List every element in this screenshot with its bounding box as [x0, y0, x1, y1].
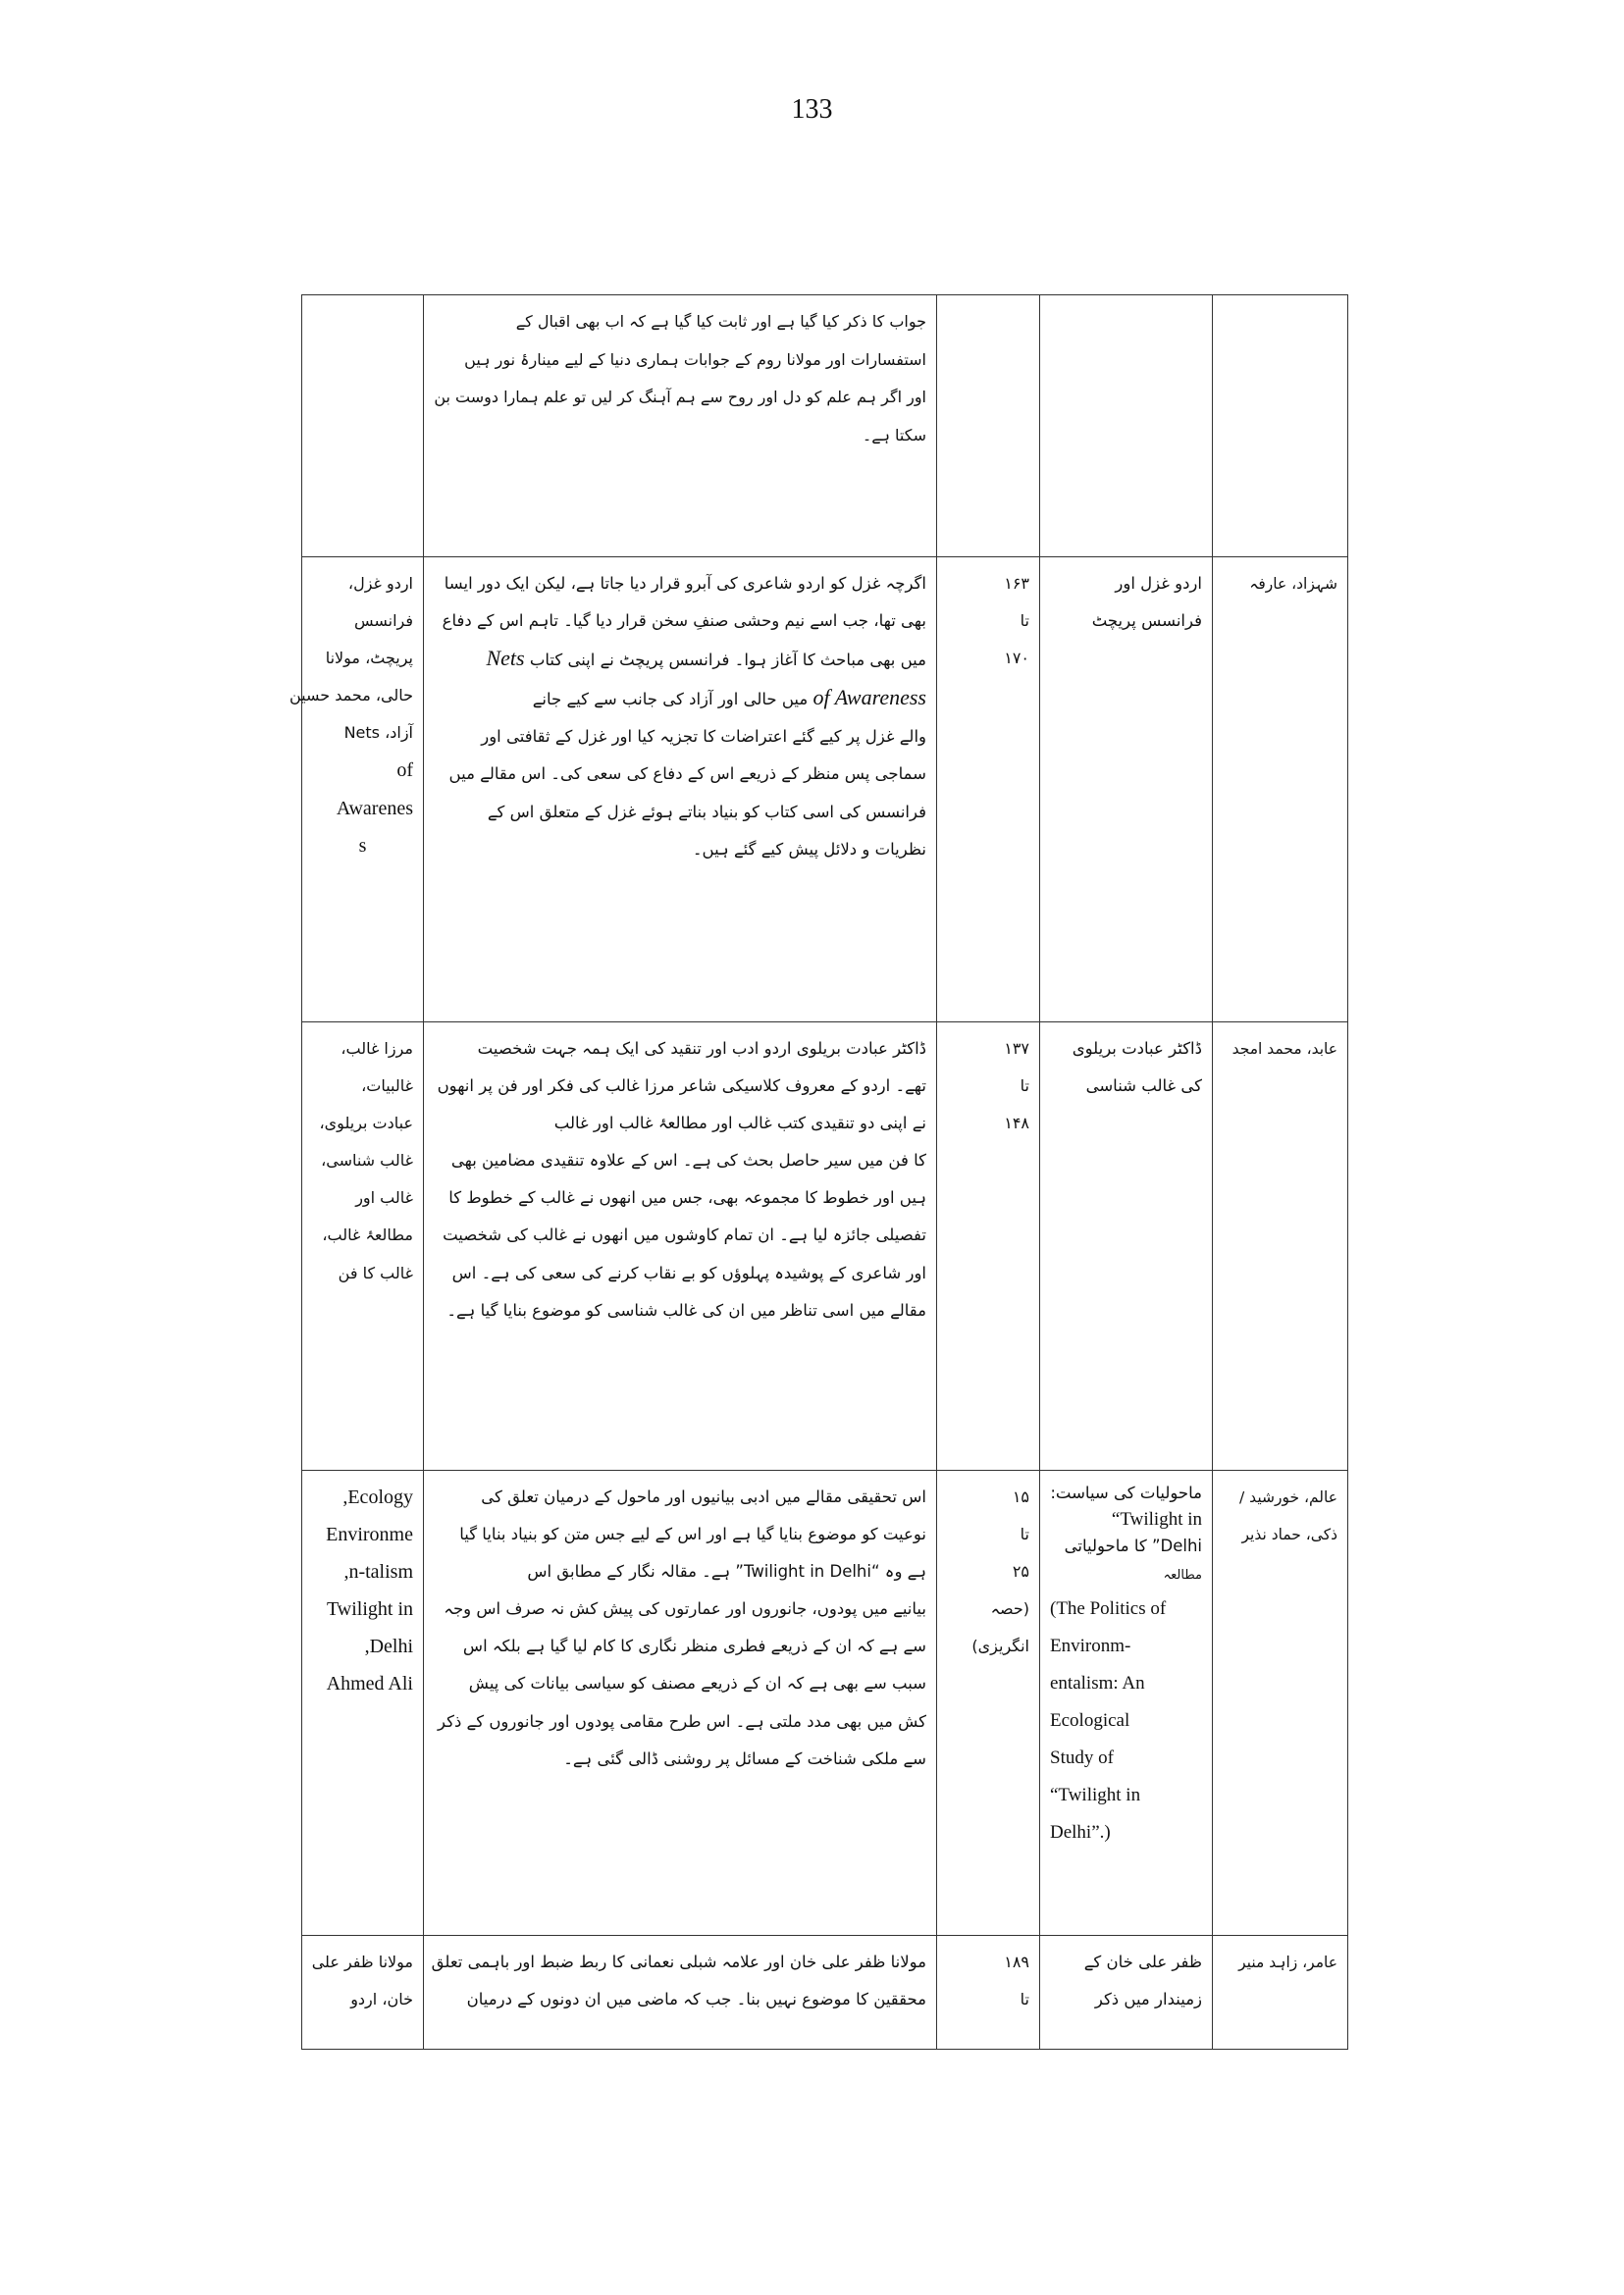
table-row	[302, 295, 1348, 557]
author-cell	[1213, 295, 1348, 557]
title-en-line: Ecological	[1050, 1710, 1130, 1731]
pages-cell	[937, 1936, 1040, 2050]
pages-line: ۱۶۳	[1004, 574, 1029, 593]
keyword-line: اردو غزل،	[347, 574, 413, 593]
author-cell: شہزاد، عارفہ	[1213, 557, 1348, 1022]
title-en-line: (The Politics of	[1050, 1598, 1167, 1619]
abstract-line: اور اگر ہم علم کو دل اور روح سے ہم آہنگ کر لیں تو علم ہمارا دوست بن	[434, 388, 926, 407]
book-title-nets: Nets	[486, 646, 525, 671]
abstract-line: سے ہے کہ ان کے ذریعے فطری منظر نگاری کا کام لیا گیا ہے بلکہ اس	[462, 1637, 926, 1656]
abstract-line: مولانا ظفر علی خان اور علامہ شبلی نعمانی کا ربط ضبط اور باہمی تعلق	[431, 1953, 926, 1971]
title-line: “Twilight in	[1111, 1509, 1202, 1530]
keyword-line: Ahmed Ali	[326, 1673, 413, 1695]
keywords-cell	[288, 557, 424, 1022]
keyword-line: Environme	[326, 1524, 413, 1546]
keywords-cell	[302, 1936, 424, 2050]
pages-cell	[937, 1471, 1040, 1936]
abstract-line: والے غزل پر کیے گئے اعتراضات کا تجزیہ کیا اور غزل کے ثقافتی اور	[481, 727, 926, 747]
pages-line: ۱۸۹	[1004, 1953, 1029, 1971]
book-title-awareness: of Awareness	[812, 685, 926, 710]
abstract-line: بیانیے میں پودوں، جانوروں اور عمارتوں کی پیش کش نہ صرف اس وجہ	[444, 1599, 926, 1619]
title-line: ظفر علی خان کے	[1083, 1953, 1202, 1971]
abstract-line: تفصیلی جائزہ لیا ہے۔ ان تمام کاوشوں میں انھوں نے غالب کی شخصیت	[443, 1226, 926, 1245]
abstract-line: محققین کا موضوع نہیں بنا۔ جب کہ ماضی میں ان دونوں کے درمیان	[466, 1990, 926, 2009]
table-row	[302, 1936, 1348, 2050]
table-row	[302, 557, 1348, 1022]
abstract-cell	[424, 295, 937, 557]
catalog-table	[288, 294, 1348, 2050]
abstract-line	[434, 679, 926, 718]
abstract-line: جواب کا ذکر کیا گیا ہے اور ثابت کیا گیا ہے کہ اب بھی اقبال کے	[515, 312, 926, 331]
title-en-line: Delhi”.)	[1050, 1822, 1111, 1843]
title-line: مطالعہ	[1163, 1568, 1202, 1583]
abstract-line: نظریات و دلائل پیش کیے گئے ہیں۔	[692, 839, 926, 859]
keywords-cell	[302, 1022, 424, 1471]
abstract-line: سکتا ہے۔	[862, 425, 926, 444]
keyword-line: فرانسس	[353, 611, 413, 631]
abstract-cell	[424, 1936, 937, 2050]
keyword-line: غالب اور	[355, 1188, 413, 1208]
author-cell: عابد، محمد امجد	[1213, 1022, 1348, 1471]
keyword-line: عبادت بریلوی،	[319, 1114, 413, 1133]
author-cell: عامر، زاہد منیر	[1213, 1936, 1348, 2050]
title-line: زمیندار میں ذکر	[1094, 1990, 1202, 2009]
title-en-line: Environm-	[1050, 1636, 1131, 1656]
keyword-line: Twilight in	[326, 1598, 413, 1621]
keyword-line: خان، اردو	[350, 1990, 413, 2009]
keyword-line: مطالعۂ غالب،	[322, 1226, 413, 1245]
title-english	[1050, 1591, 1202, 1852]
abstract-line: ڈاکٹر عبادت بریلوی اردو ادب اور تنقید کی ایک ہمہ جہت شخصیت	[477, 1039, 926, 1058]
keyword-line: of	[396, 759, 413, 782]
abstract-line: سبب سے بھی ہے کہ ان کے ذریعے مصنف کو سیاسی بیانات کی پیش	[468, 1674, 926, 1694]
title-cell	[1040, 557, 1213, 1022]
title-line: اردو غزل اور	[1115, 574, 1202, 593]
abstract-line: نے اپنی دو تنقیدی کتب غالب اور مطالعۂ غالب اور غالب	[553, 1114, 926, 1133]
title-line: ڈاکٹر عبادت بریلوی	[1072, 1039, 1202, 1058]
keyword-line: غالب کا فن	[338, 1263, 413, 1282]
keyword-line: حالی، محمد حسین	[288, 686, 413, 705]
author-cell: عالم، خورشید / ذکی، حماد نذیر	[1213, 1471, 1348, 1936]
pages-line: تا	[1020, 1076, 1029, 1096]
pages-cell	[937, 1022, 1040, 1471]
table-row	[302, 1022, 1348, 1471]
pages-line: ۱۳۷	[1004, 1039, 1029, 1058]
pages-line: ۲۵	[1012, 1562, 1029, 1582]
abstract-text: میں بھی مباحث کا آغاز ہوا۔ فرانسس پریچٹ نے اپنی کتاب	[529, 651, 926, 670]
abstract-line: ہیں اور خطوط کا مجموعہ بھی، جس میں انھوں نے غالب کے خطوط کا	[448, 1188, 926, 1208]
abstract-line: ہے وہ “Twilight in Delhi” ہے۔ مقالہ نگار کے مطابق اس	[527, 1562, 926, 1582]
abstract-line: اور شاعری کے پوشیدہ پہلوؤں کو بے نقاب کرنے کی سعی کی ہے۔ اس	[451, 1263, 926, 1282]
keyword-line: مولانا ظفر علی	[311, 1953, 413, 1971]
title-cell	[1040, 1022, 1213, 1471]
keyword-line: Awarenes	[336, 797, 413, 819]
pages-line: ۱۴۸	[1004, 1114, 1029, 1133]
title-en-line: “Twilight in	[1050, 1785, 1141, 1805]
pages-line: ۱۵	[1012, 1487, 1029, 1506]
abstract-cell	[424, 557, 937, 1022]
abstract-line: اس تحقیقی مقالے میں ادبی بیانیوں اور ماحول کے درمیان تعلق کی	[481, 1487, 926, 1506]
title-cell	[1040, 1471, 1213, 1936]
title-cell	[1040, 1936, 1213, 2050]
keyword-line: غالبیات،	[361, 1076, 413, 1096]
abstract-cell	[424, 1022, 937, 1471]
title-line: ماحولیات کی سیاست:	[1050, 1484, 1202, 1502]
title-cell	[1040, 295, 1213, 557]
pages-line: انگریزی)	[971, 1637, 1029, 1656]
keyword-line: غالب شناسی،	[321, 1151, 413, 1171]
abstract-line: کا فن میں سیر حاصل بحث کی ہے۔ اس کے علاوہ تنقیدی مضامین بھی	[450, 1151, 926, 1171]
table-row	[302, 1471, 1348, 1936]
abstract-line: فرانسس کی اسی کتاب کو بنیاد بناتے ہوئے غزل کے متعلق اس کے	[487, 802, 926, 821]
keyword-line: مرزا غالب،	[341, 1039, 413, 1058]
pages-line: (حصہ	[990, 1599, 1029, 1619]
pages-line: تا	[1020, 1525, 1029, 1544]
abstract-line: مقالے میں اسی تناظر میں ان کی غالب شناسی کو موضوع بنایا گیا ہے۔	[446, 1300, 926, 1320]
title-en-line: entalism: An	[1050, 1673, 1145, 1694]
abstract-line: کش میں بھی مدد ملتی ہے۔ اس طرح مقامی پودوں اور جانوروں کے ذکر	[438, 1711, 926, 1731]
keyword-line: Delhi,	[364, 1636, 413, 1658]
keyword-line: Ecology,	[342, 1487, 413, 1508]
keywords-cell	[302, 295, 424, 557]
abstract-line: بھی تھا، جب اسے نیم وحشی صنفِ سخن قرار دیا گیا۔ تاہم اس کے دفاع	[442, 611, 926, 631]
abstract-line: سماجی پس منظر کے ذریعے اس کے دفاع کی سعی کی۔ اس مقالے میں	[448, 764, 926, 784]
keyword-line: آزاد، Nets	[343, 723, 413, 743]
abstract-line	[434, 640, 926, 679]
abstract-line: تھے۔ اردو کے معروف کلاسیکی شاعر مرزا غالب کی فکر اور فن پر انھوں	[437, 1076, 926, 1096]
pages-cell	[937, 295, 1040, 557]
keyword-line: پریچٹ، مولانا	[325, 649, 413, 668]
title-line: Delhi” کا ماحولیاتی	[1064, 1537, 1202, 1555]
pages-line: تا	[1020, 611, 1029, 631]
keyword-line: n-talism,	[343, 1561, 413, 1584]
keywords-cell	[302, 1471, 424, 1936]
abstract-text: میں حالی اور آزاد کی جانب سے کیے جانے	[532, 690, 809, 709]
abstract-line: سے ملکی شناخت کے مسائل پر روشنی ڈالی گئی ہے۔	[563, 1748, 926, 1768]
pages-line: ۱۷۰	[1004, 649, 1029, 668]
abstract-line: نوعیت کو موضوع بنایا گیا ہے اور اس کے لیے جس متن کو بنیاد بنایا گیا	[459, 1525, 926, 1544]
abstract-line: استفسارات اور مولانا روم کے جوابات ہماری دنیا کے لیے مینارۂ نور ہیں	[464, 349, 926, 369]
title-line: فرانسس پریچٹ	[1091, 611, 1202, 631]
pages-line: تا	[1020, 1990, 1029, 2009]
keyword-line: s	[358, 834, 367, 857]
abstract-cell	[424, 1471, 937, 1936]
title-line: کی غالب شناسی	[1085, 1076, 1202, 1096]
pages-cell	[937, 557, 1040, 1022]
abstract-line: اگرچہ غزل کو اردو شاعری کی آبرو قرار دیا جاتا ہے، لیکن ایک دور ایسا	[444, 574, 926, 593]
title-en-line: Study of	[1050, 1747, 1114, 1768]
page-number: 133	[791, 94, 833, 125]
